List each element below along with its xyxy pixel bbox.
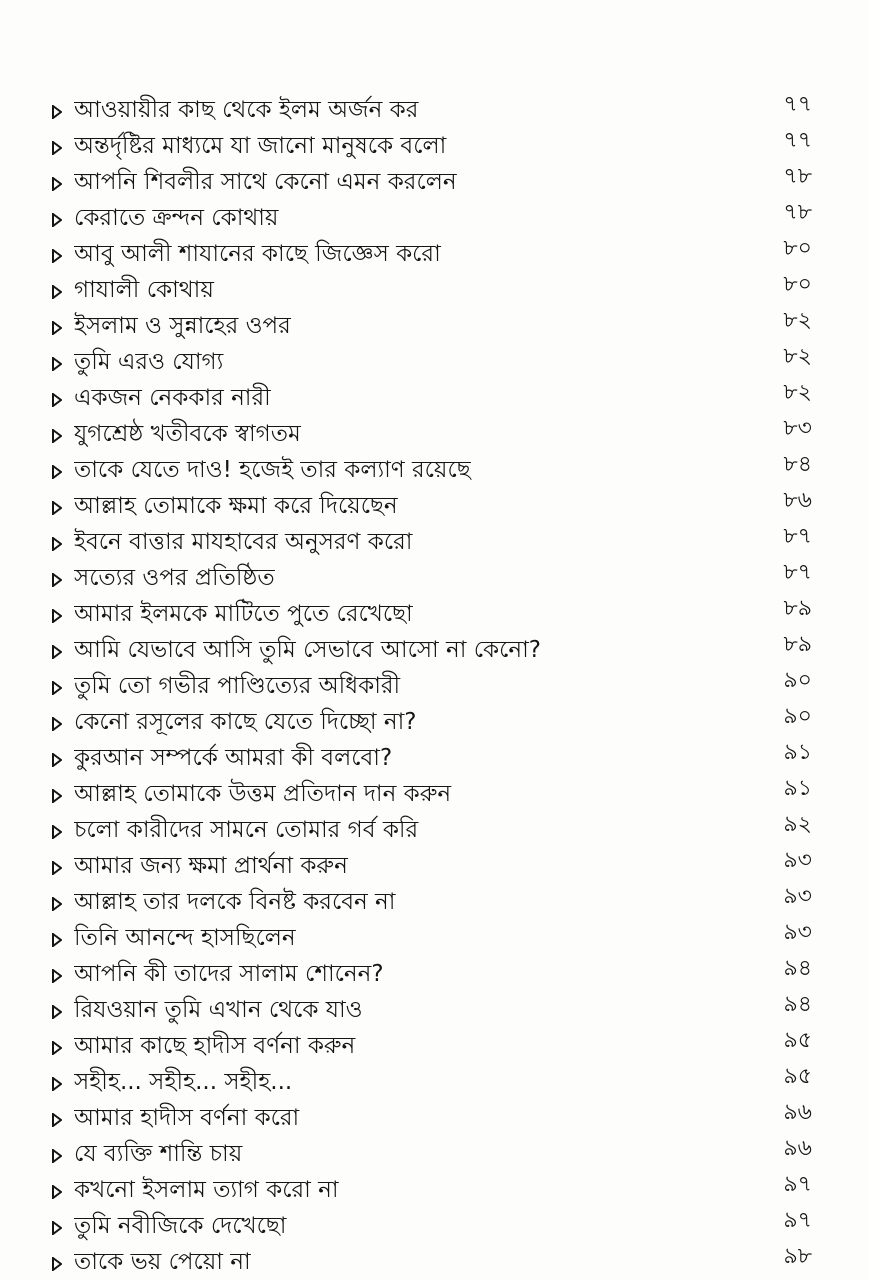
toc-entry-title: আপনি কী তাদের সালাম শোনেন? — [74, 961, 384, 987]
triangle-bullet-icon — [52, 249, 62, 263]
triangle-bullet-icon — [52, 825, 62, 839]
toc-entry-title: আমি যেভাবে আসি তুমি সেভাবে আসো না কেনো? — [74, 637, 541, 663]
toc-entry — [52, 1244, 812, 1280]
triangle-bullet-icon — [52, 717, 62, 731]
triangle-bullet-icon — [52, 393, 62, 407]
toc-entry — [52, 1208, 812, 1244]
toc-entry-title: কেরাতে ক্রন্দন কোথায় — [74, 205, 279, 231]
toc-entry-page-number: ৭৭ — [783, 92, 812, 117]
triangle-bullet-icon — [52, 897, 62, 911]
triangle-bullet-icon — [52, 177, 62, 191]
toc-entry — [52, 128, 812, 164]
triangle-bullet-icon — [52, 681, 62, 695]
toc-entry — [52, 272, 812, 308]
toc-entry-page-number: ৯৮ — [783, 1244, 812, 1269]
toc-entry-page-number: ৯২ — [783, 812, 812, 837]
toc-entry-page-number: ৭৭ — [783, 128, 812, 153]
triangle-bullet-icon — [52, 645, 62, 659]
toc-entry-page-number: ৯৬ — [783, 1100, 812, 1125]
toc-entry-title: অন্তর্দৃষ্টির মাধ্যমে যা জানো মানুষকে বলো — [74, 133, 447, 159]
toc-entry — [52, 632, 812, 668]
toc-entry-page-number: ৯৪ — [783, 956, 812, 981]
toc-entry — [52, 560, 812, 596]
toc-entry-title: যুগশ্রেষ্ঠ খতীবকে স্বাগতম — [74, 421, 301, 447]
triangle-bullet-icon — [52, 537, 62, 551]
table-of-contents — [52, 92, 812, 1280]
toc-entry-title: সহীহ... সহীহ... সহীহ... — [74, 1069, 293, 1095]
triangle-bullet-icon — [52, 969, 62, 983]
toc-entry-title: আমার হাদীস বর্ণনা করো — [74, 1105, 300, 1131]
triangle-bullet-icon — [52, 321, 62, 335]
triangle-bullet-icon — [52, 1005, 62, 1019]
toc-entry — [52, 1172, 812, 1208]
toc-entry — [52, 596, 812, 632]
toc-entry — [52, 524, 812, 560]
toc-entry-title: আল্লাহ তোমাকে উত্তম প্রতিদান দান করুন — [74, 781, 452, 807]
toc-entry-title: আপনি শিবলীর সাথে কেনো এমন করলেন — [74, 169, 457, 195]
toc-entry-title: ইসলাম ও সুন্নাহের ওপর — [74, 313, 291, 339]
toc-entry-title: চলো কারীদের সামনে তোমার গর্ব করি — [74, 817, 419, 843]
toc-entry — [52, 1064, 812, 1100]
triangle-bullet-icon — [52, 1041, 62, 1055]
toc-entry-page-number: ৮০ — [783, 272, 812, 297]
toc-entry-page-number: ৭৮ — [783, 164, 812, 189]
toc-entry-title: সত্যের ওপর প্রতিষ্ঠিত — [74, 565, 275, 591]
toc-entry — [52, 164, 812, 200]
toc-entry-title: কুরআন সম্পর্কে আমরা কী বলবো? — [74, 745, 393, 771]
triangle-bullet-icon — [52, 1077, 62, 1091]
toc-entry — [52, 1028, 812, 1064]
toc-entry — [52, 1100, 812, 1136]
toc-entry — [52, 992, 812, 1028]
toc-entry-page-number: ৮০ — [783, 236, 812, 261]
toc-entry-page-number: ৮৬ — [783, 488, 812, 513]
triangle-bullet-icon — [52, 1149, 62, 1163]
triangle-bullet-icon — [52, 501, 62, 515]
toc-entry-title: তুমি এরও যোগ্য — [74, 349, 224, 375]
triangle-bullet-icon — [52, 573, 62, 587]
toc-entry-page-number: ৯৩ — [783, 920, 812, 945]
toc-entry — [52, 416, 812, 452]
toc-entry-page-number: ৯০ — [783, 704, 812, 729]
toc-entry — [52, 488, 812, 524]
toc-entry-title: আমার ইলমকে মাটিতে পুতে রেখেছো — [74, 601, 413, 627]
toc-entry — [52, 884, 812, 920]
toc-entry — [52, 452, 812, 488]
toc-entry-title: তুমি তো গভীর পাণ্ডিত্যের অধিকারী — [74, 673, 401, 699]
toc-entry-page-number: ৯১ — [783, 776, 812, 801]
toc-entry — [52, 200, 812, 236]
toc-entry-page-number: ৯৭ — [783, 1208, 812, 1233]
toc-entry — [52, 704, 812, 740]
toc-entry-title: একজন নেককার নারী — [74, 385, 271, 411]
toc-entry-page-number: ৯৭ — [783, 1172, 812, 1197]
triangle-bullet-icon — [52, 429, 62, 443]
triangle-bullet-icon — [52, 1221, 62, 1235]
toc-entry — [52, 920, 812, 956]
toc-entry-title: তাকে যেতে দাও! হজেই তার কল্যাণ রয়েছে — [74, 457, 471, 483]
triangle-bullet-icon — [52, 933, 62, 947]
toc-entry-title: আমার জন্য ক্ষমা প্রার্থনা করুন — [74, 853, 348, 879]
toc-entry — [52, 848, 812, 884]
toc-entry-title: তুমি নবীজিকে দেখেছো — [74, 1213, 287, 1239]
toc-entry — [52, 740, 812, 776]
toc-entry-title: তিনি আনন্দে হাসছিলেন — [74, 925, 296, 951]
triangle-bullet-icon — [52, 1185, 62, 1199]
toc-entry-page-number: ৮৪ — [783, 452, 812, 477]
triangle-bullet-icon — [52, 753, 62, 767]
triangle-bullet-icon — [52, 141, 62, 155]
toc-entry-title: তাকে ভয় পেয়ো না — [74, 1249, 251, 1275]
toc-entry-page-number: ৯০ — [783, 668, 812, 693]
toc-entry — [52, 236, 812, 272]
toc-entry — [52, 776, 812, 812]
toc-entry-title: কখনো ইসলাম ত্যাগ করো না — [74, 1177, 339, 1203]
toc-entry-title: আবু আলী শাযানের কাছে জিজ্ঞেস করো — [74, 241, 441, 267]
toc-entry-title: যে ব্যক্তি শান্তি চায় — [74, 1141, 243, 1167]
triangle-bullet-icon — [52, 465, 62, 479]
toc-entry-page-number: ৮২ — [783, 380, 812, 405]
toc-entry-page-number: ৯৩ — [783, 848, 812, 873]
toc-entry-page-number: ৯১ — [783, 740, 812, 765]
triangle-bullet-icon — [52, 285, 62, 299]
triangle-bullet-icon — [52, 609, 62, 623]
toc-entry-page-number: ৯৪ — [783, 992, 812, 1017]
toc-entry-title: আল্লাহ তার দলকে বিনষ্ট করবেন না — [74, 889, 396, 915]
toc-entry-page-number: ৮৯ — [783, 596, 812, 621]
toc-entry-page-number: ৯৫ — [783, 1064, 812, 1089]
toc-entry — [52, 344, 812, 380]
toc-entry — [52, 380, 812, 416]
toc-entry-title: কেনো রসূলের কাছে যেতে দিচ্ছো না? — [74, 709, 417, 735]
triangle-bullet-icon — [52, 105, 62, 119]
toc-entry — [52, 812, 812, 848]
triangle-bullet-icon — [52, 789, 62, 803]
toc-entry-page-number: ৮৯ — [783, 632, 812, 657]
toc-entry-title: আল্লাহ তোমাকে ক্ষমা করে দিয়েছেন — [74, 493, 398, 519]
toc-entry — [52, 668, 812, 704]
toc-entry — [52, 308, 812, 344]
toc-entry — [52, 92, 812, 128]
toc-entry-title: আমার কাছে হাদীস বর্ণনা করুন — [74, 1033, 356, 1059]
toc-entry-page-number: ৮২ — [783, 308, 812, 333]
toc-entry-page-number: ৮৩ — [783, 416, 812, 441]
toc-entry-title: রিযওয়ান তুমি এখান থেকে যাও — [74, 997, 363, 1023]
toc-entry-page-number: ৯৩ — [783, 884, 812, 909]
toc-entry-page-number: ৮৭ — [783, 560, 812, 585]
toc-entry-title: ইবনে বাত্তার মাযহাবের অনুসরণ করো — [74, 529, 413, 555]
toc-entry-title: আওয়ায়ীর কাছ থেকে ইলম অর্জন কর — [74, 97, 419, 123]
toc-entry-title: গাযালী কোথায় — [74, 277, 214, 303]
toc-entry-page-number: ৮২ — [783, 344, 812, 369]
toc-entry — [52, 956, 812, 992]
toc-entry-page-number: ৯৬ — [783, 1136, 812, 1161]
triangle-bullet-icon — [52, 357, 62, 371]
toc-entry — [52, 1136, 812, 1172]
toc-entry-page-number: ৭৮ — [783, 200, 812, 225]
toc-entry-page-number: ৯৫ — [783, 1028, 812, 1053]
triangle-bullet-icon — [52, 861, 62, 875]
triangle-bullet-icon — [52, 213, 62, 227]
triangle-bullet-icon — [52, 1257, 62, 1271]
triangle-bullet-icon — [52, 1113, 62, 1127]
toc-entry-page-number: ৮৭ — [783, 524, 812, 549]
